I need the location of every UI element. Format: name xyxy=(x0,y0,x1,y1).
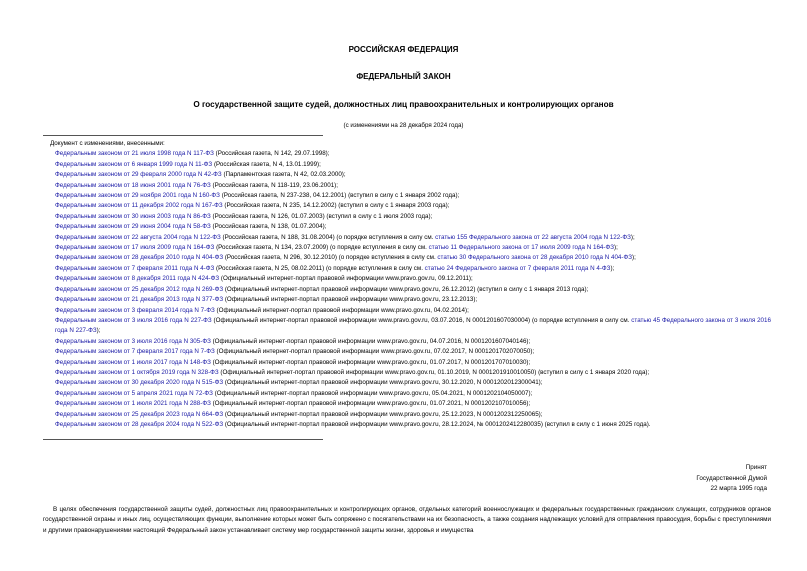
federation-heading: РОССИЙСКАЯ ФЕДЕРАЦИЯ xyxy=(348,45,459,54)
law-subtitle: (с изменениями на 28 декабря 2024 года) xyxy=(343,122,464,129)
amendment-source: (Официальный интернет-портал правовой информации www.pravo.gov.ru, 09.12.2011); xyxy=(219,275,473,283)
amendment-item xyxy=(43,378,771,388)
amendment-source: (Официальный интернет-портал правовой информации www.pravo.gov.ru, 01.10.2019, N 0001201910010050) (вступил в силу с 1 января 2020 года); xyxy=(218,368,650,376)
law-title: О государственной защите судей, должностных лиц правоохранительных и контролирующих органов xyxy=(193,100,614,109)
amendment-source: (Официальный интернет-портал правовой информации www.pravo.gov.ru, 07.02.2017, N 0001201702070050); xyxy=(214,348,535,356)
effective-date-article-link[interactable]: статью 11 Федерального закона от 17 июля 2009 года N 164-ФЗ xyxy=(428,244,615,252)
amendment-item xyxy=(43,337,771,347)
effective-date-article-link[interactable]: статью 155 Федерального закона от 22 августа 2004 года N 122-ФЗ xyxy=(435,233,631,241)
amendment-source: (Официальный интернет-портал правовой информации www.pravo.gov.ru, 05.04.2021, N 0001202104050007); xyxy=(212,389,533,397)
amendment-law-link[interactable]: Федеральным законом от 1 июля 2017 года N 148-ФЗ xyxy=(55,358,211,366)
amendment-source: (Российская газета, N 296, 30.12.2010) (о порядке вступления в силу см. xyxy=(223,254,438,262)
amendment-item xyxy=(43,253,771,263)
amendment-source: (Российская газета, N 142, 29.07.1998); xyxy=(213,150,330,158)
amendment-law-link[interactable]: Федеральным законом от 29 ноября 2001 года N 160-ФЗ xyxy=(55,192,220,200)
amendment-item xyxy=(43,358,771,368)
amendment-law-link[interactable]: Федеральным законом от 22 августа 2004 года N 122-ФЗ xyxy=(55,233,221,241)
amendment-source: (Официальный интернет-портал правовой информации www.pravo.gov.ru, 30.12.2020, N 0001202012300041); xyxy=(223,379,543,387)
amendment-item xyxy=(43,368,771,378)
amendment-law-link[interactable]: Федеральным законом от 6 января 1999 года N 11-ФЗ xyxy=(55,160,213,168)
amendment-source: (Парламентская газета, N 42, 02.03.2000); xyxy=(221,171,346,179)
amendment-law-link[interactable]: Федеральным законом от 28 декабря 2010 года N 404-ФЗ xyxy=(55,254,224,262)
amendment-source: (Российская газета, N 235, 14.12.2002) (вступил в силу с 1 января 2003 года); xyxy=(222,202,450,210)
amendment-items xyxy=(43,149,771,430)
amendment-tail: ); xyxy=(630,233,635,241)
effective-date-article-link[interactable]: статью 30 Федерального закона от 28 декабря 2010 года N 404-ФЗ xyxy=(437,254,633,262)
amendments-title: Документ с изменениями, внесенными: xyxy=(50,140,165,147)
amendment-source: (Официальный интернет-портал правовой информации www.pravo.gov.ru, 26.12.2012) (вступил в силу с 1 января 2013 года); xyxy=(223,285,589,293)
preamble-text: В целях обеспечения государственной защиты судей, должностных лиц правоохранительных и контролирующих органов, отдельных категорий военнослужащих и федеральных государственных гражданских служащих, сотрудников органов государственной охраны и иных лиц, осуществляющих функции, выполнение которых может быть сопряжено с посягательствами на их безопасность, а также создания надлежащих условий для отправления правосудия, борьбы с преступлениями и другими правонарушениями настоящий Федеральный закон устанавливает систему мер государственной защиты жизни, здоровья и имущества xyxy=(43,506,771,534)
amendment-law-link[interactable]: Федеральным законом от 17 июля 2009 года N 164-ФЗ xyxy=(55,244,215,252)
amendment-item xyxy=(43,170,771,180)
amendment-law-link[interactable]: Федеральным законом от 11 декабря 2002 года N 167-ФЗ xyxy=(55,202,223,210)
amendment-item xyxy=(43,212,771,222)
amendment-law-link[interactable]: Федеральным законом от 7 февраля 2011 года N 4-ФЗ xyxy=(55,264,215,272)
amendment-tail: ); xyxy=(96,327,101,335)
effective-date-article-link[interactable]: статью 45 Федерального закона от 3 июля 2016 года N 227-ФЗ xyxy=(55,316,771,335)
amendment-item xyxy=(43,420,771,430)
amendment-tail: ); xyxy=(610,264,615,272)
amendment-item xyxy=(43,274,771,284)
law-type-heading: ФЕДЕРАЛЬНЫЙ ЗАКОН xyxy=(356,72,451,81)
amendment-source: (Официальный интернет-портал правовой информации www.pravo.gov.ru, 01.07.2017, N 0001201707010030); xyxy=(210,358,531,366)
amendment-item xyxy=(43,399,771,409)
amendment-item xyxy=(43,410,771,420)
amendment-item xyxy=(43,285,771,295)
amendment-item xyxy=(43,222,771,232)
accepted-body: Государственной Думой xyxy=(696,474,767,482)
amendment-source: (Официальный интернет-портал правовой информации www.pravo.gov.ru, 03.07.2016, N 0001201607030004) (о порядке вступления в силу см. xyxy=(211,316,632,324)
amendment-law-link[interactable]: Федеральным законом от 7 февраля 2017 года N 7-ФЗ xyxy=(55,348,215,356)
amendment-item xyxy=(43,243,771,253)
accepted-date: 22 марта 1995 года xyxy=(710,485,767,492)
amendment-item xyxy=(43,191,771,201)
amendment-law-link[interactable]: Федеральным законом от 25 декабря 2012 года N 269-ФЗ xyxy=(55,285,224,293)
amendment-item xyxy=(43,316,771,337)
bottom-divider xyxy=(43,439,323,440)
amendment-source: (Российская газета, N 118-119, 23.06.2001); xyxy=(210,181,338,189)
amendment-law-link[interactable]: Федеральным законом от 1 октября 2019 года N 328-ФЗ xyxy=(55,368,219,376)
amendment-item xyxy=(43,389,771,399)
amendment-law-link[interactable]: Федеральным законом от 21 декабря 2013 года N 377-ФЗ xyxy=(55,296,224,304)
amendment-source: (Российская газета, N 126, 01.07.2003) (вступил в силу с 1 июля 2003 года); xyxy=(210,212,433,220)
amendment-law-link[interactable]: Федеральным законом от 21 июля 1998 года N 117-ФЗ xyxy=(55,150,214,158)
amendment-source: (Российская газета, N 188, 31.08.2004) (о порядке вступления в силу см. xyxy=(220,233,436,241)
amendment-source: (Российская газета, N 138, 01.07.2004); xyxy=(210,223,327,231)
amendment-item xyxy=(43,306,771,316)
amendment-item xyxy=(43,295,771,305)
amendment-law-link[interactable]: Федеральным законом от 29 июня 2004 года N 58-ФЗ xyxy=(55,223,211,231)
amendment-item xyxy=(43,233,771,243)
amendment-law-link[interactable]: Федеральным законом от 30 декабря 2020 года N 515-ФЗ xyxy=(55,379,224,387)
amendment-source: (Официальный интернет-портал правовой информации www.pravo.gov.ru, 01.07.2021, N 0001202107010056); xyxy=(210,400,531,408)
amendment-law-link[interactable]: Федеральным законом от 8 декабря 2011 года N 424-ФЗ xyxy=(55,275,220,283)
amendment-item xyxy=(43,201,771,211)
amendment-source: (Официальный интернет-портал правовой информации www.pravo.gov.ru, 23.12.2013); xyxy=(223,296,478,304)
amendment-law-link[interactable]: Федеральным законом от 30 июня 2003 года N 86-ФЗ xyxy=(55,212,211,220)
amendment-source: (Официальный интернет-портал правовой информации www.pravo.gov.ru, 25.12.2023, N 0001202312250065); xyxy=(223,410,543,418)
amendment-source: (Официальный интернет-портал правовой информации www.pravo.gov.ru, 28.12.2024, № 0001202412280035) (вступил в силу с 1 июня 2025 года). xyxy=(223,420,651,428)
amendment-law-link[interactable]: Федеральным законом от 3 февраля 2014 года N 7-ФЗ xyxy=(55,306,215,314)
amendment-item xyxy=(43,149,771,159)
amendment-source: (Российская газета, N 4, 13.01.1999); xyxy=(212,160,321,168)
amendment-source: (Российская газета, N 25, 08.02.2011) (о порядке вступления в силу см. xyxy=(214,264,425,272)
amendment-law-link[interactable]: Федеральным законом от 5 апреля 2021 года N 72-ФЗ xyxy=(55,389,213,397)
amendments-list xyxy=(43,139,771,430)
amendment-law-link[interactable]: Федеральным законом от 18 июня 2001 года N 76-ФЗ xyxy=(55,181,211,189)
top-divider xyxy=(43,135,323,136)
amendment-item xyxy=(43,160,771,170)
amendment-source: (Официальный интернет-портал правовой информации www.pravo.gov.ru, 04.02.2014); xyxy=(214,306,469,314)
amendment-item xyxy=(43,181,771,191)
amendment-law-link[interactable]: Федеральным законом от 29 февраля 2000 года N 42-ФЗ xyxy=(55,171,222,179)
accepted-line: Принят xyxy=(745,464,767,471)
amendment-law-link[interactable]: Федеральным законом от 25 декабря 2023 года N 664-ФЗ xyxy=(55,410,224,418)
amendment-law-link[interactable]: Федеральным законом от 3 июля 2016 года N 227-ФЗ xyxy=(55,316,212,324)
amendment-tail: ); xyxy=(632,254,636,262)
amendment-source: (Официальный интернет-портал правовой информации www.pravo.gov.ru, 04.07.2016, N 0001201607040146); xyxy=(210,337,531,345)
amendment-tail: ); xyxy=(614,244,618,252)
amendment-law-link[interactable]: Федеральным законом от 1 июля 2021 года N 288-ФЗ xyxy=(55,400,211,408)
amendment-source: (Российская газета, N 237-238, 04.12.2001) (вступил в силу с 1 января 2002 года); xyxy=(219,192,460,200)
amendment-law-link[interactable]: Федеральным законом от 28 декабря 2024 года N 522-ФЗ xyxy=(55,420,224,428)
amendment-item xyxy=(43,264,771,274)
amendment-item xyxy=(43,347,771,357)
amendment-source: (Российская газета, N 134, 23.07.2009) (о порядке вступления в силу см. xyxy=(214,244,429,252)
effective-date-article-link[interactable]: статью 24 Федерального закона от 7 февраля 2011 года N 4-ФЗ xyxy=(424,264,611,272)
accepted-block xyxy=(696,463,767,495)
amendment-law-link[interactable]: Федеральным законом от 3 июля 2016 года N 305-ФЗ xyxy=(55,337,211,345)
